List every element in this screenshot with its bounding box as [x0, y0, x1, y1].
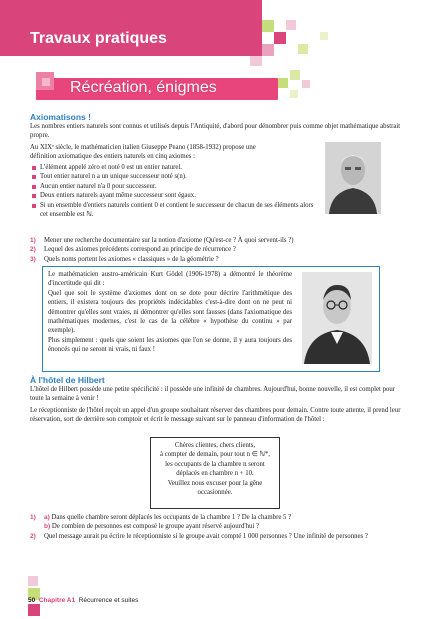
godel-paragraph-1: Le mathématicien austro-américain Kurt Gödel (1906-1978) a démontré le théorème d'incertitude qui dit :: [48, 271, 292, 288]
notice-line: Veuillez nous excuser pour la gêne: [167, 479, 263, 487]
peano-line-1: Au XIXᵉ siècle, le mathématicien italien Giuseppe Peano (1858-1932) propose une: [30, 144, 256, 151]
question-1: 1) Mener une recherche documentaire sur la notion d'axiome (Qu'est-ce ? À quoi servent-ils ?): [30, 237, 294, 244]
hilbert-paragraph-1: L'hôtel de Hilbert possède une petite spécificité : il possède une infinité de chambres. Aujourd'hui, bonne nouvelle, il est complet pour toute la semaine à venir !: [30, 386, 396, 403]
notice-line: occasionnée.: [197, 489, 233, 497]
godel-text: [48, 270, 292, 355]
hilbert-question-2: 2) Quel message aurait pu écrire le réceptionniste si le groupe avait compté 1 000 personnes ? Une infinité de personnes ?: [30, 532, 368, 540]
page-number: 50: [28, 597, 36, 604]
page-title: Travaux pratiques: [30, 30, 167, 47]
axiom-item: L'élément appelé zéro et noté 0 est un entier naturel.: [30, 163, 320, 172]
notice-line: déplacés en chambre n + 10.: [176, 470, 254, 478]
page-footer: [28, 597, 138, 604]
hilbert-questions: [30, 513, 410, 541]
axiom-item: Tout entier naturel n a un unique successeur noté s(n).: [30, 172, 320, 181]
notice-line: les occupants de la chambre n seront: [165, 460, 265, 468]
axiom-list: [30, 163, 320, 219]
chapter-label: Chapitre A1: [38, 597, 76, 604]
question-2: 2) Lequel des axiomes précédents correspond au principe de récurrence ?: [30, 246, 236, 254]
peano-paragraph: [30, 143, 320, 162]
axiom-item: Deux entiers naturels ayant même successeur sont égaux.: [30, 191, 320, 200]
hotel-notice-board: [150, 437, 280, 509]
axiom-questions: [30, 236, 410, 264]
godel-paragraph-3: Plus simplement : quels que soient les axiomes que l'on se donne, il y aura toujours des énoncés qui ne seront ni vrais, ni faux !: [48, 336, 292, 354]
peano-line-2: définition axiomatique des entiers naturels en cinq axiomes :: [30, 153, 195, 161]
peano-portrait: [325, 142, 381, 214]
banner-decoration: [0, 70, 435, 110]
notice-line: à compter de demain, pour tout n ∈ ℕ*,: [160, 451, 270, 459]
question-3: 3) Quels noms portent les axiomes « classiques » de la géométrie ?: [30, 255, 219, 263]
hilbert-paragraph-2: Le réceptionniste de l'hôtel reçoit un appel d'un groupe souhaitant réserver des chambres pour demain. Contre toute attente, il prend leur réservation, sort de derrière son comptoir et écrit le message suivant sur le panneau d'information de l'hôtel :: [30, 407, 401, 424]
intro-paragraph: Les nombres entiers naturels sont connus et utilisés depuis l'Antiquité, d'abord pour dénombrer puis comme objet mathématique abstrait propre.: [30, 123, 401, 140]
hilbert-question-1a: 1) a) Dans quelle chambre seront déplacés les occupants de la chambre 1 ? De la chambre 5 ?: [30, 514, 292, 521]
notice-line: Chères clientes, chers clients,: [174, 442, 256, 449]
axiom-item: Si un ensemble d'entiers naturels contient 0 et contient le successeur de chacun de ses éléments alors cet ensemble est ℕ.: [30, 201, 320, 220]
godel-portrait: [302, 272, 372, 364]
section-heading-axiomatisons: Axiomatisons !: [30, 112, 91, 122]
godel-paragraph-2: Quel que soit le système d'axiomes dont on se dote pour décrire l'arithmétique des entiers, il existera toujours des propriétés indécidables c'est-à-dire dont on ne peut ni démontrer qu'elles sont vraies, ni démontrer qu'elles sont fausses (dans l'axiomatique des mathématiques modernes, c'est le cas de la célèbre « hypothèse du continu » par exemple).: [48, 289, 292, 335]
axiom-item: Aucun entier naturel n'a 0 pour successeur.: [30, 182, 320, 191]
section-heading-hilbert: À l'hôtel de Hilbert: [30, 375, 105, 385]
banner-title: Récréation, énigmes: [70, 79, 217, 96]
hilbert-question-1b: b) De combien de personnes est composé le groupe ayant réservé aujourd'hui ?: [44, 523, 259, 531]
chapter-title: Récurrence et suites: [78, 597, 139, 604]
